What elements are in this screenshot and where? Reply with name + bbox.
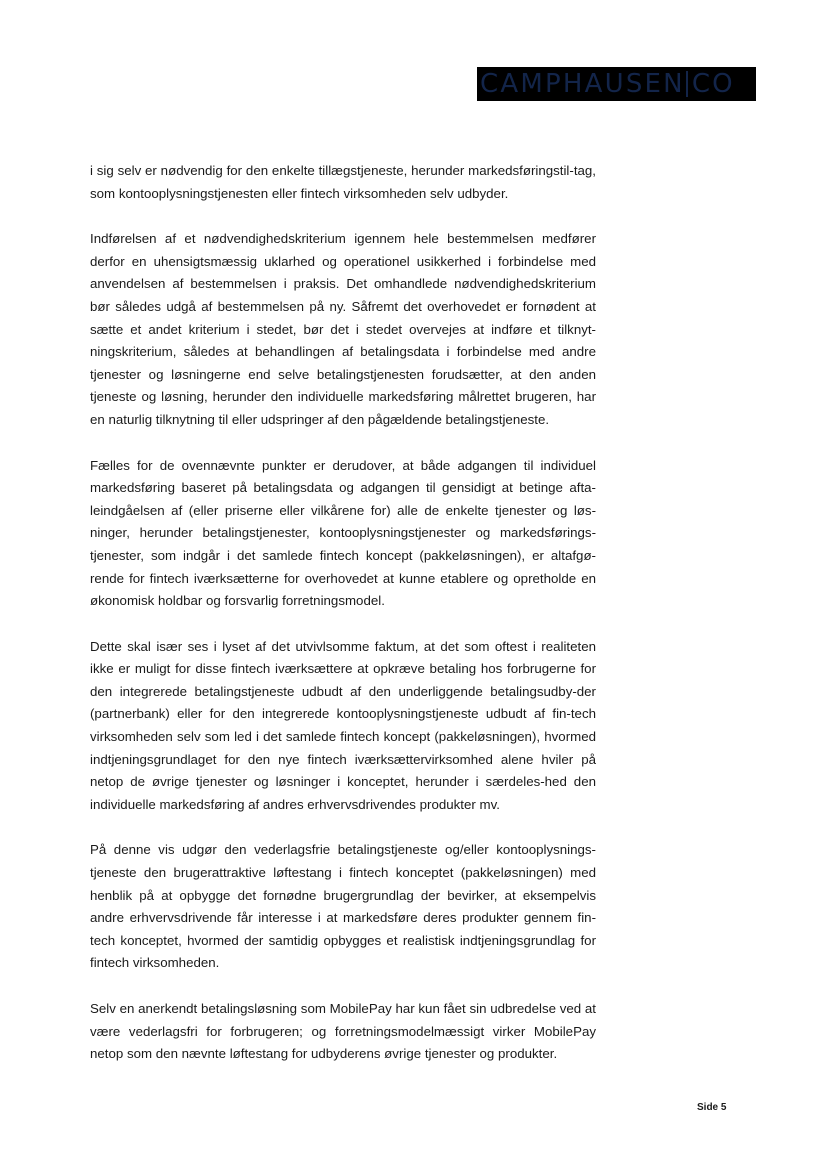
logo-separator — [686, 71, 688, 97]
paragraph-3: Fælles for de ovennævnte punkter er derudover, at både adgangen til individuel markedsføring baseret på betalingsdata og adgangen til gensidigt at betinge afta-leindgåelsen af (eller priserne eller vilkårene for) alle de enkelte tjenester og løs-ninger, herunder betalingstjenester, kontooplysningstjenester og markedsførings-tjenester, som indgår i det samlede fintech koncept (pakkeløsningen), er altafgø-rende for fintech iværksætterne for overhovedet at kunne etablere og opretholde en økonomisk holdbar og forsvarlig forretningsmodel. — [90, 457, 596, 609]
paragraph-2: Indførelsen af et nødvendighedskriterium igennem hele bestemmelsen medfører derfor en uhensigtsmæssig uklarhed og operationel usikkerhed i forbindelse med anvendelsen af bestemmelsen i praksis. Det omhandlede nødvendighedskriterium bør således udgå af bestemmelsen på ny. Såfremt det overhovedet er fornødent at sætte et andet kriterium i stedet, bør det i stedet overvejes at indføre et tilknyt-ningskriterium, således at behandlingen af betalingsdata i forbindelse med andre tjenester og løsningerne end selve betalingstjenesten forudsætter, at den anden tjeneste og løsning, herunder den individuelle markedsføring målrettet brugeren, har en naturlig tilknytning til eller udspringer af den pågældende betalingstjeneste. — [90, 231, 596, 427]
company-logo — [477, 67, 756, 101]
paragraph-1: i sig selv er nødvendig for den enkelte tillægstjeneste, herunder markedsføringstil-tag, som kontooplysningstjenesten eller fintech virksomheden selv udbyder. — [90, 163, 596, 201]
paragraph-5: På denne vis udgør den vederlagsfrie betalingstjeneste og/eller kontooplysnings-tjeneste den brugerattraktive løftestang i fintech konceptet (pakkeløsningen) med henblik på at opbygge det fornødne brugergrundlag der bevirker, at eksempelvis andre erhvervsdrivende får interesse i at markedsføre deres produkter gennem fin-tech konceptet, hvormed der samtidig opbygges et realistisk indtjeningsgrundlag for fintech virksomheden. — [90, 842, 596, 971]
paragraph-4: Dette skal især ses i lyset af det utvivlsomme faktum, at det som oftest i realiteten ikke er muligt for disse fintech iværksættere at opkræve betaling hos forbrugerne for den integrerede betalingstjeneste udbudt af den underliggende betalingsudby-der (partnerbank) eller for den integrerede kontooplysningstjeneste udbudt af fin-tech virksomheden selv som led i det samlede fintech koncept (pakkeløsningen), hvormed indtjeningsgrundlaget for den nye fintech iværksættervirksomhed alene hviler på netop de øvrige tjenester og løsninger i konceptet, herunder i særdeles-hed den individuelle markedsføring af andres erhvervsdrivendes produkter mv. — [90, 638, 596, 812]
paragraph-6: Selv en anerkendt betalingsløsning som MobilePay har kun fået sin udbredelse ved at være vederlagsfri for forbrugeren; og forretningsmodelmæssigt virker MobilePay netop som den nævnte løftestang for udbyderens øvrige tjenester og produkter. — [90, 1001, 596, 1062]
logo-main-text: CAMPHAUSEN — [480, 69, 685, 99]
logo-suffix-text: CO — [691, 69, 735, 99]
page-number: Side 5 — [697, 1102, 727, 1113]
document-body — [90, 160, 596, 1089]
